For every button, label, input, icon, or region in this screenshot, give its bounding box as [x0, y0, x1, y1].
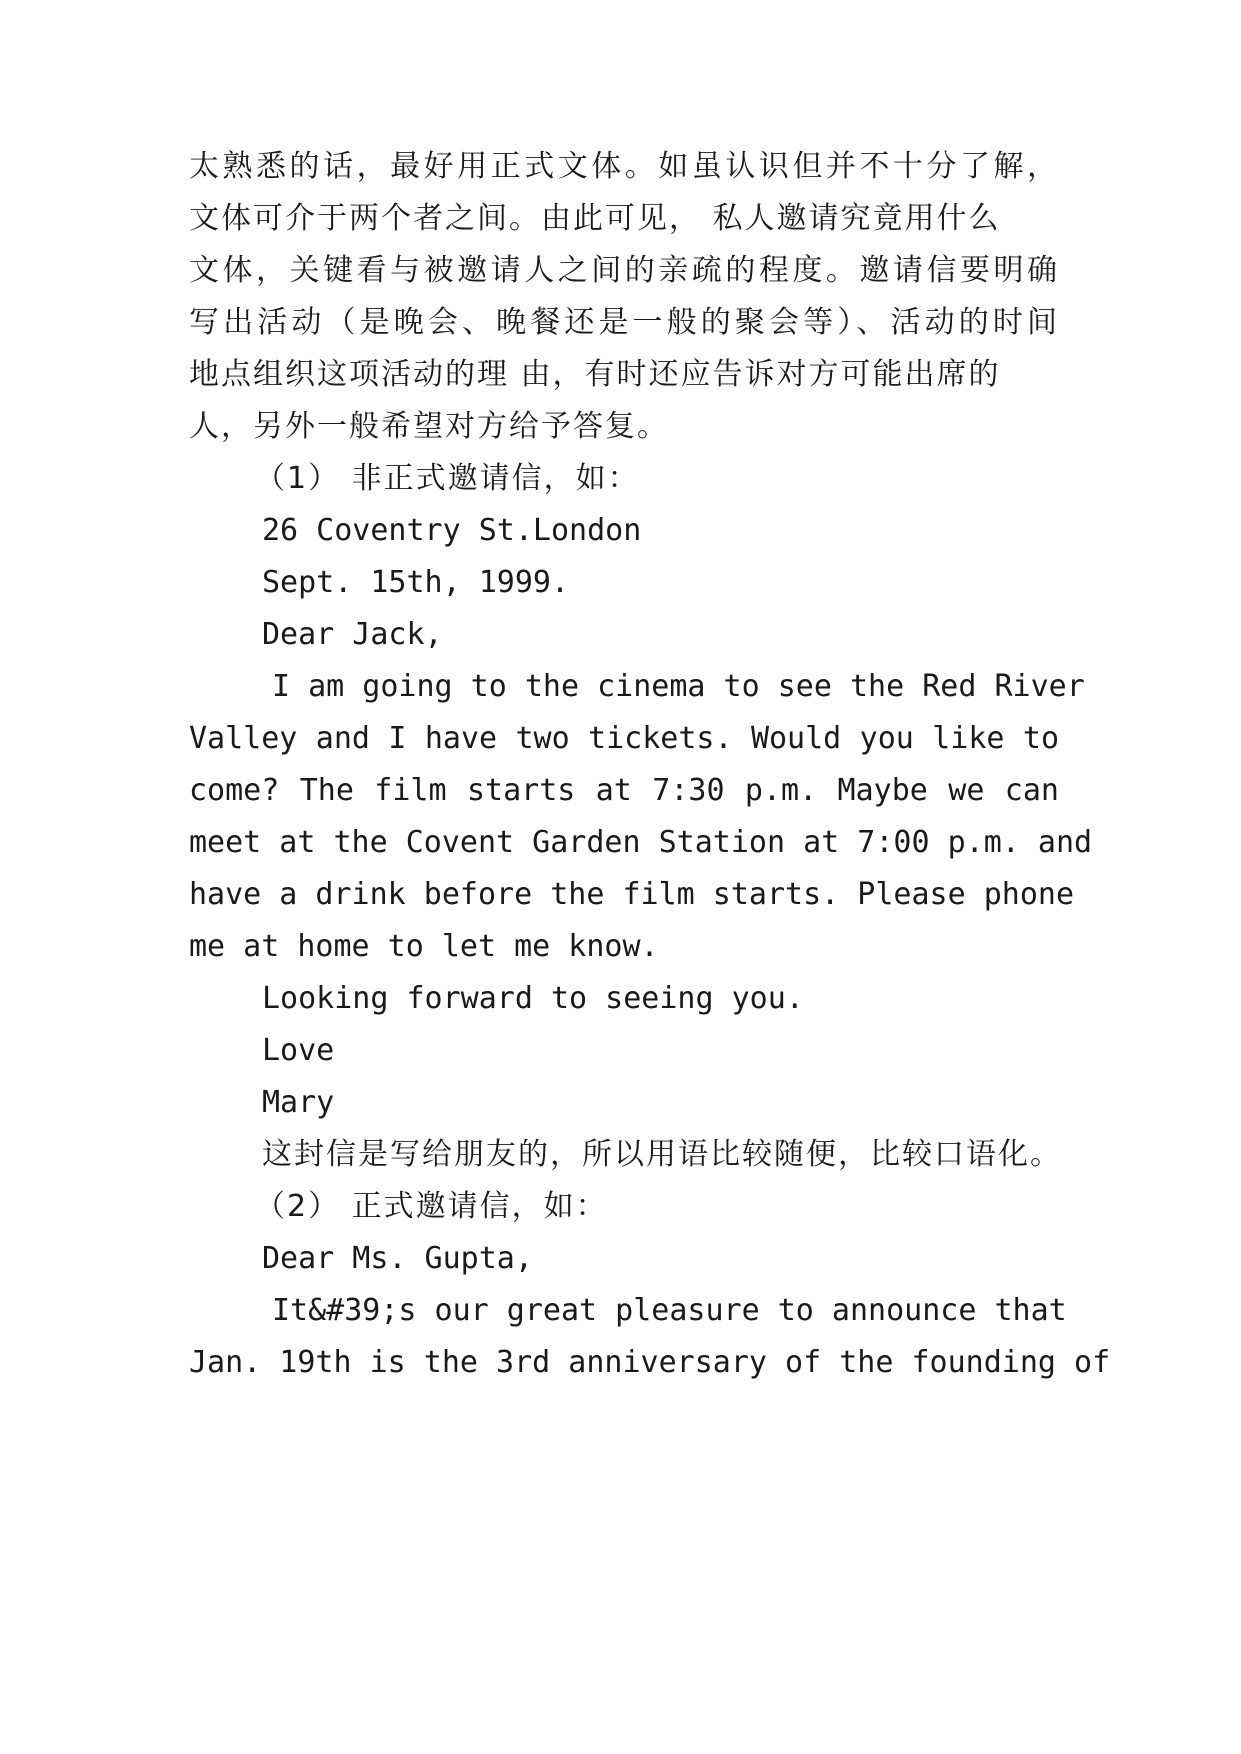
informal-body-line-3: come? The film starts at 7:30 p.m. Maybe we can	[189, 773, 1059, 808]
informal-signature: Mary	[262, 1085, 335, 1120]
intro-line-6: 人，另外一般希望对方给予答复。	[189, 409, 669, 444]
informal-body-line-4: meet at the Covent Garden Station at 7:00 p.m. and	[189, 825, 1093, 860]
formal-salutation: Dear Ms. Gupta,	[262, 1241, 533, 1276]
intro-line-4: 写出活动（是晚会、晚餐还是一般的聚会等）、活动的时间	[189, 305, 1059, 340]
informal-address: 26 Coventry St.London	[262, 513, 642, 548]
informal-sign-off: Love	[262, 1033, 335, 1068]
informal-body-line-1: I am going to the cinema to see the Red River	[272, 669, 1085, 704]
informal-body-line-6: me at home to let me know.	[189, 929, 659, 964]
informal-salutation: Dear Jack,	[262, 617, 443, 652]
formal-body-line-1: It&#39;s our great pleasure to announce that	[272, 1293, 1067, 1328]
informal-closing: Looking forward to seeing you.	[262, 981, 804, 1016]
formal-body-line-2: Jan. 19th is the 3rd anniversary of the founding of	[189, 1345, 1111, 1380]
comment-informal: 这封信是写给朋友的，所以用语比较随便，比较口语化。	[262, 1137, 1062, 1172]
informal-body-line-2: Valley and I have two tickets. Would you like to	[189, 721, 1059, 756]
heading-formal-invitation: （2） 正式邀请信，如：	[255, 1189, 608, 1224]
intro-line-3: 文体，关键看与被邀请人之间的亲疏的程度。邀请信要明确	[189, 253, 1059, 288]
intro-line-2: 文体可介于两个者之间。由此可见， 私人邀请究竟用什么	[189, 201, 1001, 236]
intro-line-5: 地点组织这项活动的理 由，有时还应告诉对方可能出席的	[189, 357, 1001, 392]
informal-body-line-5: have a drink before the film starts. Please phone	[189, 877, 1075, 912]
intro-line-1: 太熟悉的话，最好用正式文体。如虽认识但并不十分了解，	[189, 149, 1059, 184]
heading-informal-invitation: （1） 非正式邀请信，如：	[255, 461, 640, 496]
informal-date: Sept. 15th, 1999.	[262, 565, 570, 600]
